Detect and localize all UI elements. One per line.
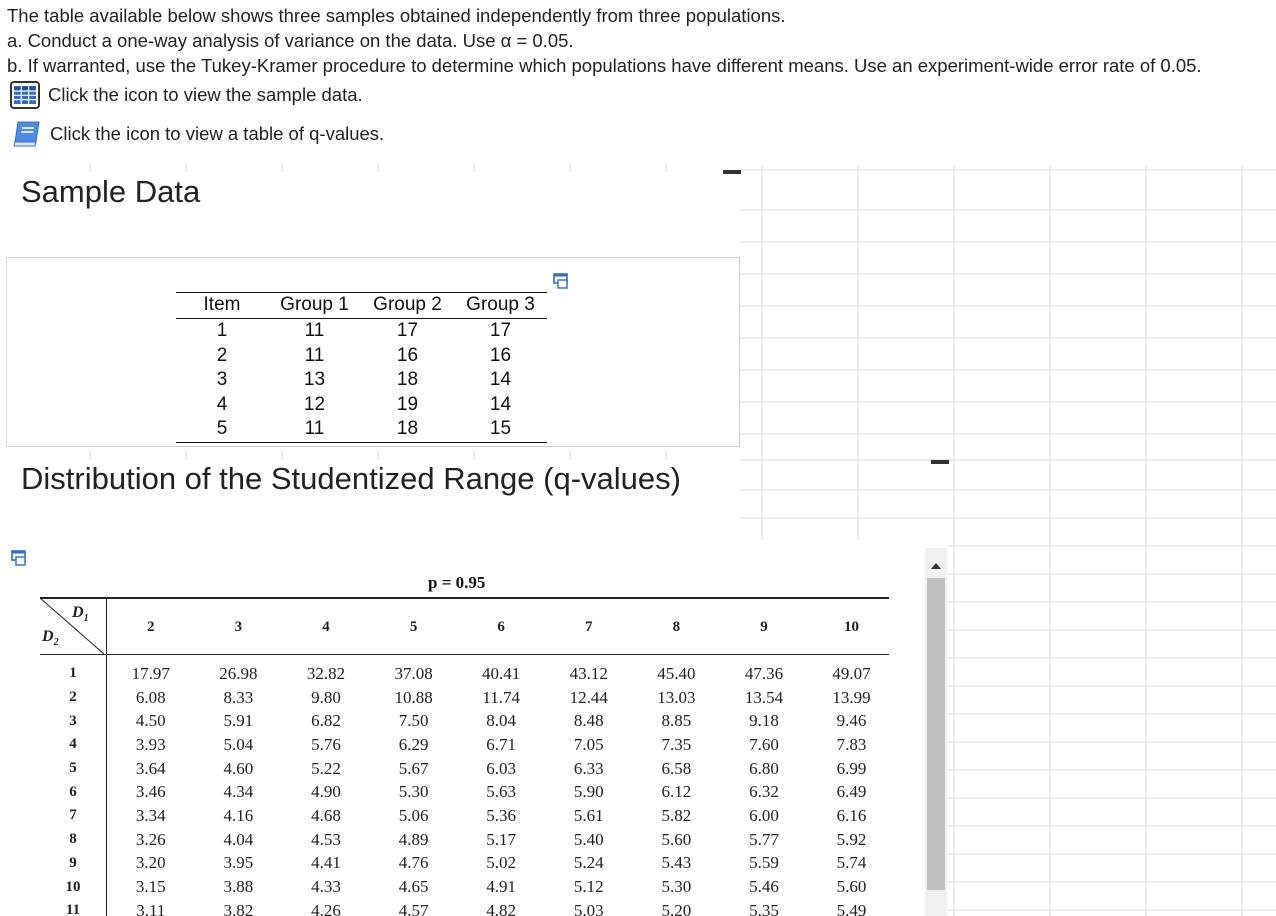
q-value-cell: 37.08 <box>394 663 433 683</box>
q-value-cell: 6.16 <box>836 805 867 825</box>
q-value-cell: 5.60 <box>661 829 692 849</box>
row-header-d2: 6 <box>40 780 107 804</box>
header-item: Item <box>176 293 268 319</box>
q-values-title: Distribution of the Studentized Range (q-values) <box>21 461 681 496</box>
cell-group-1: 11 <box>268 417 361 442</box>
q-value-cell: 4.89 <box>398 829 429 849</box>
q-value-cell: 9.80 <box>311 687 341 707</box>
q-value-cell: 45.40 <box>657 663 696 683</box>
table-row <box>40 899 895 916</box>
row-header-d2: 8 <box>40 828 107 852</box>
q-values-panel <box>0 540 948 916</box>
q-value-cell: 13.99 <box>832 687 871 707</box>
q-value-cell: 4.04 <box>223 829 254 849</box>
sample-data-panel <box>6 257 740 447</box>
q-value-cell: 4.50 <box>135 711 166 731</box>
q-value-cell: 5.24 <box>573 853 604 873</box>
q-value-cell: 3.15 <box>135 877 166 897</box>
q-value-cell: 5.74 <box>836 853 867 873</box>
q-value-cell: 4.41 <box>311 853 341 873</box>
p-level-label: p = 0.95 <box>428 573 486 592</box>
header-group-3: Group 3 <box>454 293 547 319</box>
row-header-d2: 5 <box>40 757 107 781</box>
q-value-cell: 7.50 <box>398 711 429 731</box>
cell-group-2: 18 <box>361 417 454 442</box>
q-value-cell: 5.04 <box>223 734 254 754</box>
q-value-cell: 3.82 <box>223 900 254 916</box>
q-value-cell: 5.40 <box>573 829 604 849</box>
header-group-1: Group 1 <box>268 293 361 319</box>
q-value-cell: 4.76 <box>398 853 429 873</box>
q-value-cell: 5.76 <box>311 734 341 754</box>
q-value-cell: 8.48 <box>573 711 604 731</box>
q-value-cell: 5.92 <box>836 829 867 849</box>
cell-group-3: 15 <box>454 417 547 442</box>
table-corner <box>40 598 107 656</box>
table-row <box>40 686 895 710</box>
q-value-cell: 7.83 <box>836 734 867 754</box>
table-row <box>40 852 895 876</box>
cell-item: 2 <box>216 344 228 366</box>
table-row <box>176 319 547 344</box>
q-value-cell: 5.12 <box>573 877 604 897</box>
table-row <box>176 344 547 369</box>
row-header-d2: 2 <box>40 686 107 710</box>
table-row <box>176 368 547 393</box>
q-value-cell: 4.60 <box>223 758 254 778</box>
header-group-2: Group 2 <box>361 293 454 319</box>
book-icon[interactable] <box>10 119 44 149</box>
question-line-2: a. Conduct a one-way analysis of variance on the data. Use α = 0.05. <box>7 30 574 51</box>
q-value-cell: 3.93 <box>135 734 166 754</box>
q-value-cell: 5.30 <box>661 877 692 897</box>
table-row <box>40 875 895 899</box>
row-header-d2: 1 <box>40 656 107 686</box>
cell-group-1: 13 <box>303 369 326 391</box>
q-value-cell: 11.74 <box>482 687 520 707</box>
cell-group-3: 16 <box>489 344 512 366</box>
q-value-cell: 40.41 <box>482 663 521 683</box>
cell-group-3: 17 <box>489 320 512 342</box>
q-values-table <box>40 598 895 916</box>
q-value-cell: 6.82 <box>311 711 341 731</box>
row-header-d2: 11 <box>40 899 107 916</box>
cell-group-3: 14 <box>489 369 512 391</box>
q-value-cell: 3.88 <box>223 877 254 897</box>
q-values-link-row[interactable] <box>10 119 384 149</box>
vertical-scrollbar[interactable] <box>925 548 947 916</box>
sample-data-title: Sample Data <box>21 174 201 209</box>
column-header-5: 5 <box>409 618 418 635</box>
q-value-cell: 49.07 <box>832 663 871 683</box>
q-value-cell: 5.30 <box>398 782 429 802</box>
q-value-cell: 5.17 <box>486 829 517 849</box>
q-value-cell: 8.33 <box>223 687 254 707</box>
q-value-cell: 7.35 <box>661 734 692 754</box>
cell-group-3: 14 <box>489 393 512 415</box>
q-value-cell: 6.00 <box>749 805 779 825</box>
table-row <box>176 417 547 442</box>
column-header-7: 7 <box>585 618 593 635</box>
sample-data-link-row[interactable] <box>10 81 363 109</box>
q-value-cell: 6.12 <box>661 782 692 802</box>
q-value-cell: 4.33 <box>311 877 341 897</box>
cell-group-1: 12 <box>303 393 326 415</box>
sample-header-row <box>176 293 547 319</box>
q-value-cell: 4.68 <box>311 805 341 825</box>
sample-data-table <box>176 292 547 443</box>
q-value-cell: 5.60 <box>836 877 867 897</box>
q-value-cell: 5.63 <box>486 782 517 802</box>
q-value-cell: 3.20 <box>135 853 166 873</box>
table-row <box>40 780 895 804</box>
q-value-cell: 4.65 <box>398 877 429 897</box>
cell-group-1: 11 <box>304 344 325 366</box>
q-values-link-text[interactable]: Click the icon to view a table of q-values. <box>50 123 385 144</box>
column-header-8: 8 <box>672 618 681 635</box>
q-value-cell: 5.03 <box>573 900 604 916</box>
q-value-cell: 4.16 <box>223 805 254 825</box>
q-value-cell: 5.35 <box>749 900 779 916</box>
q-value-cell: 4.26 <box>311 900 341 916</box>
table-row <box>40 709 895 733</box>
q-value-cell: 5.22 <box>311 758 341 778</box>
scroll-up-arrow-icon[interactable] <box>931 556 941 574</box>
row-header-d2: 9 <box>40 852 107 876</box>
column-header-4: 4 <box>322 618 330 635</box>
q-value-cell: 5.91 <box>223 711 254 731</box>
q-value-cell: 8.85 <box>661 711 692 731</box>
q-value-cell: 5.36 <box>486 805 517 825</box>
q-value-cell: 5.46 <box>749 877 779 897</box>
q-header-row <box>40 598 895 656</box>
scrollbar-thumb[interactable] <box>927 578 945 890</box>
q-value-cell: 13.54 <box>744 687 784 707</box>
q-value-cell: 32.82 <box>306 663 346 683</box>
q-value-cell: 5.67 <box>398 758 429 778</box>
q-value-cell: 43.12 <box>569 663 608 683</box>
q-value-cell: 3.95 <box>223 853 254 873</box>
cell-group-2: 16 <box>396 344 419 366</box>
row-header-d2: 7 <box>40 804 107 828</box>
q-value-cell: 3.64 <box>135 758 166 778</box>
cell-item: 1 <box>216 320 228 342</box>
q-value-cell: 5.90 <box>573 782 604 802</box>
cell-group-2: 18 <box>396 369 419 391</box>
d1-label: $D_1$ <box>72 604 89 625</box>
table-row <box>40 804 895 828</box>
q-value-cell: 10.88 <box>394 687 433 707</box>
q-value-cell: 5.20 <box>661 900 692 916</box>
row-header-d2: 10 <box>40 875 107 899</box>
cell-item: 5 <box>176 417 268 442</box>
column-header-2: 2 <box>147 618 155 635</box>
q-value-cell: 47.36 <box>744 663 784 683</box>
column-header-10: 10 <box>844 618 860 635</box>
q-value-cell: 4.91 <box>486 877 517 897</box>
q-value-cell: 6.80 <box>749 758 779 778</box>
q-value-cell: 12.44 <box>569 687 608 707</box>
popout-icon[interactable] <box>11 550 27 566</box>
cell-item: 3 <box>216 369 228 391</box>
table-icon[interactable] <box>10 81 40 109</box>
row-header-d2: 4 <box>40 733 107 757</box>
d2-label: $D_2$ <box>42 628 59 649</box>
q-value-cell: 3.34 <box>135 805 166 825</box>
q-value-cell: 4.82 <box>486 900 517 916</box>
q-value-cell: 6.71 <box>486 734 517 754</box>
q-value-cell: 7.60 <box>749 734 779 754</box>
q-value-cell: 6.08 <box>135 687 166 707</box>
column-header-9: 9 <box>760 618 768 635</box>
question-line-3: b. If warranted, use the Tukey-Kramer procedure to determine which populations have different means. Use an experiment-wide error rate of 0.05. <box>7 55 1202 76</box>
q-value-cell: 5.02 <box>486 853 517 873</box>
q-value-cell: 4.90 <box>311 782 341 802</box>
q-value-cell: 3.11 <box>136 900 166 916</box>
table-row <box>40 757 895 781</box>
q-value-cell: 7.05 <box>573 734 604 754</box>
popout-icon[interactable] <box>553 273 569 289</box>
column-header-6: 6 <box>497 618 505 635</box>
q-value-cell: 6.99 <box>836 758 867 778</box>
q-value-cell: 5.06 <box>398 805 429 825</box>
q-value-cell: 6.49 <box>836 782 867 802</box>
q-value-cell: 17.97 <box>131 663 170 683</box>
table-row <box>40 828 895 852</box>
q-value-cell: 5.59 <box>749 853 779 873</box>
q-value-cell: 13.03 <box>657 687 696 707</box>
column-header-3: 3 <box>234 618 243 635</box>
table-row <box>40 656 895 686</box>
cell-group-2: 17 <box>396 320 419 342</box>
q-value-cell: 5.77 <box>749 829 779 849</box>
q-value-cell: 5.43 <box>661 853 692 873</box>
q-value-cell: 6.58 <box>661 758 692 778</box>
table-row <box>176 393 547 418</box>
q-value-cell: 5.61 <box>573 805 604 825</box>
table-row <box>40 733 895 757</box>
q-value-cell: 3.46 <box>135 782 166 802</box>
q-value-cell: 6.32 <box>749 782 779 802</box>
q-value-cell: 4.53 <box>311 829 341 849</box>
q-value-cell: 4.57 <box>398 900 429 916</box>
sample-data-link-text[interactable]: Click the icon to view the sample data. <box>48 84 363 105</box>
q-value-cell: 3.26 <box>135 829 166 849</box>
q-value-cell: 6.29 <box>398 734 429 754</box>
q-value-cell: 6.03 <box>486 758 517 778</box>
q-value-cell: 9.18 <box>749 711 779 731</box>
q-value-cell: 9.46 <box>836 711 867 731</box>
question-line-1: The table available below shows three samples obtained independently from three populations. <box>7 5 786 26</box>
q-value-cell: 26.98 <box>219 663 258 683</box>
cell-group-1: 11 <box>304 320 325 342</box>
q-value-cell: 6.33 <box>573 758 604 778</box>
q-value-cell: 5.82 <box>661 805 692 825</box>
q-value-cell: 4.34 <box>223 782 254 802</box>
cell-group-2: 19 <box>396 393 419 415</box>
cell-item: 4 <box>216 393 228 415</box>
q-value-cell: 8.04 <box>486 711 517 731</box>
row-header-d2: 3 <box>40 709 107 733</box>
q-value-cell: 5.49 <box>836 900 867 916</box>
